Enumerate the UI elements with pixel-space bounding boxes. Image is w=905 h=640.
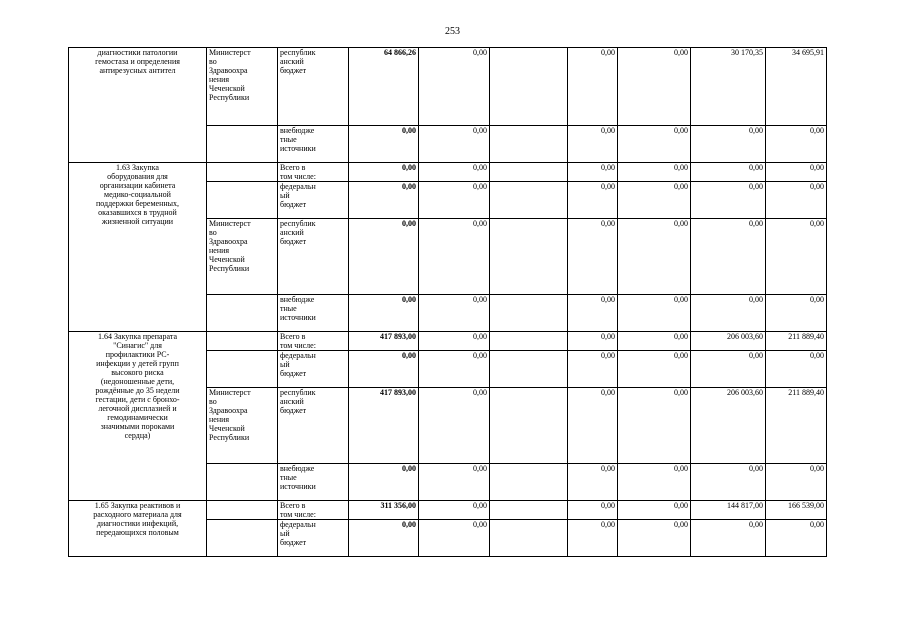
- amount-cell: 0,00: [766, 464, 827, 501]
- amount-cell: 0,00: [618, 48, 691, 126]
- measure-name-cell: [69, 501, 207, 557]
- executor-name: Министерст во Здравоохра нения Чеченской Республики: [209, 48, 251, 102]
- amount-cell: 144 817,00: [691, 501, 766, 520]
- funding-source-cell: [278, 332, 349, 351]
- amount-cell: 0,00: [766, 126, 827, 163]
- amount-cell: [490, 48, 568, 126]
- measure-name: диагностики патологии гемостаза и определения антирезусных антител: [95, 48, 180, 75]
- amount-cell: 0,00: [618, 219, 691, 295]
- funding-source: внебюдже тные источники: [280, 126, 316, 153]
- amount-cell: 0,00: [618, 388, 691, 464]
- funding-source-cell: [278, 351, 349, 388]
- amount-cell: 0,00: [568, 501, 618, 520]
- funding-source-cell: [278, 182, 349, 219]
- amount-cell: 0,00: [691, 219, 766, 295]
- amount-cell: 0,00: [419, 126, 490, 163]
- funding-source: Всего в том числе:: [280, 501, 316, 519]
- funding-source: республик анский бюджет: [280, 48, 316, 75]
- total-amount-cell: 0,00: [349, 163, 419, 182]
- table-row: [69, 332, 827, 351]
- amount-cell: 0,00: [419, 295, 490, 332]
- funding-source-cell: [278, 295, 349, 332]
- amount-cell: 0,00: [419, 388, 490, 464]
- amount-cell: 0,00: [568, 295, 618, 332]
- total-amount-cell: 417 893,00: [349, 388, 419, 464]
- funding-source-cell: [278, 219, 349, 295]
- amount-cell: 0,00: [766, 182, 827, 219]
- total-amount-cell: 0,00: [349, 219, 419, 295]
- measure-name: 1.65 Закупка реактивов и расходного материала для диагностики инфекций, передающихся половым: [93, 501, 182, 537]
- table-row: [69, 501, 827, 520]
- amount-cell: 0,00: [568, 464, 618, 501]
- budget-table: [68, 47, 827, 557]
- funding-source: республик анский бюджет: [280, 219, 316, 246]
- amount-cell: 0,00: [568, 520, 618, 557]
- amount-cell: 0,00: [618, 332, 691, 351]
- amount-cell: [490, 295, 568, 332]
- total-amount-cell: 311 356,00: [349, 501, 419, 520]
- amount-cell: 0,00: [568, 48, 618, 126]
- amount-cell: 0,00: [568, 182, 618, 219]
- amount-cell: 0,00: [419, 219, 490, 295]
- amount-cell: 0,00: [419, 351, 490, 388]
- amount-cell: 0,00: [766, 295, 827, 332]
- amount-cell: 0,00: [766, 163, 827, 182]
- amount-cell: [490, 219, 568, 295]
- funding-source: республик анский бюджет: [280, 388, 316, 415]
- funding-source: федеральн ый бюджет: [280, 351, 316, 378]
- executor-empty-cell: [207, 464, 278, 501]
- amount-cell: 0,00: [568, 388, 618, 464]
- amount-cell: 0,00: [618, 464, 691, 501]
- total-amount-cell: 0,00: [349, 295, 419, 332]
- total-amount-cell: 0,00: [349, 351, 419, 388]
- executor-cell: [207, 219, 278, 295]
- amount-cell: 206 003,60: [691, 388, 766, 464]
- amount-cell: 0,00: [618, 295, 691, 332]
- amount-cell: 0,00: [618, 501, 691, 520]
- funding-source: федеральн ый бюджет: [280, 182, 316, 209]
- funding-source: внебюдже тные источники: [280, 464, 316, 491]
- funding-source-cell: [278, 501, 349, 520]
- executor-empty-cell: [207, 351, 278, 388]
- amount-cell: [490, 464, 568, 501]
- amount-cell: 0,00: [419, 464, 490, 501]
- amount-cell: 0,00: [766, 219, 827, 295]
- amount-cell: 0,00: [691, 464, 766, 501]
- amount-cell: 0,00: [618, 163, 691, 182]
- amount-cell: 0,00: [568, 163, 618, 182]
- measure-name: 1.64 Закупка препарата "Синагис" для профилактики РС- инфекции у детей групп высокого риска (недоношенные дети, рождённые до 35 недели гестации, дети с бронхо- легочной дисплазией и гемодинамически значимыми пороками сердца): [95, 332, 180, 440]
- amount-cell: 0,00: [691, 520, 766, 557]
- funding-source: федеральн ый бюджет: [280, 520, 316, 547]
- amount-cell: 0,00: [691, 295, 766, 332]
- funding-source-cell: [278, 388, 349, 464]
- total-amount-cell: 0,00: [349, 464, 419, 501]
- table-row: [69, 48, 827, 126]
- total-amount-cell: 0,00: [349, 182, 419, 219]
- page-number: 253: [445, 26, 460, 37]
- amount-cell: [490, 501, 568, 520]
- funding-source-cell: [278, 520, 349, 557]
- amount-cell: 0,00: [618, 182, 691, 219]
- amount-cell: 0,00: [618, 351, 691, 388]
- executor-empty-cell: [207, 295, 278, 332]
- funding-source-cell: [278, 464, 349, 501]
- amount-cell: 0,00: [419, 182, 490, 219]
- amount-cell: [490, 163, 568, 182]
- amount-cell: 0,00: [419, 520, 490, 557]
- amount-cell: 0,00: [419, 332, 490, 351]
- funding-source: Всего в том числе:: [280, 332, 316, 350]
- amount-cell: [490, 126, 568, 163]
- executor-empty-cell: [207, 501, 278, 520]
- measure-name-cell: [69, 163, 207, 332]
- amount-cell: 0,00: [568, 126, 618, 163]
- amount-cell: [490, 332, 568, 351]
- executor-empty-cell: [207, 163, 278, 182]
- amount-cell: 0,00: [419, 163, 490, 182]
- amount-cell: 206 003,60: [691, 332, 766, 351]
- amount-cell: 0,00: [568, 332, 618, 351]
- amount-cell: [490, 182, 568, 219]
- amount-cell: [490, 520, 568, 557]
- measure-name: 1.63 Закупка оборудования для организации кабинета медико-социальной поддержки беременных, оказавшихся в трудной жизненной ситуации: [95, 163, 180, 226]
- amount-cell: 0,00: [691, 163, 766, 182]
- amount-cell: 0,00: [568, 219, 618, 295]
- funding-source: Всего в том числе:: [280, 163, 316, 181]
- executor-name: Министерст во Здравоохра нения Чеченской Республики: [209, 219, 251, 273]
- amount-cell: [490, 351, 568, 388]
- funding-source: внебюдже тные источники: [280, 295, 316, 322]
- total-amount-cell: 0,00: [349, 520, 419, 557]
- total-amount-cell: 64 866,26: [349, 48, 419, 126]
- amount-cell: 0,00: [691, 351, 766, 388]
- executor-empty-cell: [207, 126, 278, 163]
- executor-cell: [207, 388, 278, 464]
- measure-name-cell: [69, 332, 207, 501]
- amount-cell: 0,00: [568, 351, 618, 388]
- funding-source-cell: [278, 126, 349, 163]
- amount-cell: 0,00: [766, 520, 827, 557]
- amount-cell: 211 889,40: [766, 388, 827, 464]
- measure-name-cell: [69, 48, 207, 163]
- amount-cell: 211 889,40: [766, 332, 827, 351]
- funding-source-cell: [278, 48, 349, 126]
- amount-cell: 0,00: [618, 126, 691, 163]
- amount-cell: 0,00: [419, 48, 490, 126]
- executor-empty-cell: [207, 332, 278, 351]
- executor-name: Министерст во Здравоохра нения Чеченской Республики: [209, 388, 251, 442]
- amount-cell: 166 539,00: [766, 501, 827, 520]
- total-amount-cell: 417 893,00: [349, 332, 419, 351]
- amount-cell: 0,00: [618, 520, 691, 557]
- amount-cell: 0,00: [419, 501, 490, 520]
- amount-cell: 30 170,35: [691, 48, 766, 126]
- executor-empty-cell: [207, 182, 278, 219]
- total-amount-cell: 0,00: [349, 126, 419, 163]
- amount-cell: 0,00: [766, 351, 827, 388]
- funding-source-cell: [278, 163, 349, 182]
- table-row: [69, 163, 827, 182]
- amount-cell: 0,00: [691, 182, 766, 219]
- amount-cell: 0,00: [691, 126, 766, 163]
- amount-cell: 34 695,91: [766, 48, 827, 126]
- amount-cell: [490, 388, 568, 464]
- executor-empty-cell: [207, 520, 278, 557]
- executor-cell: [207, 48, 278, 126]
